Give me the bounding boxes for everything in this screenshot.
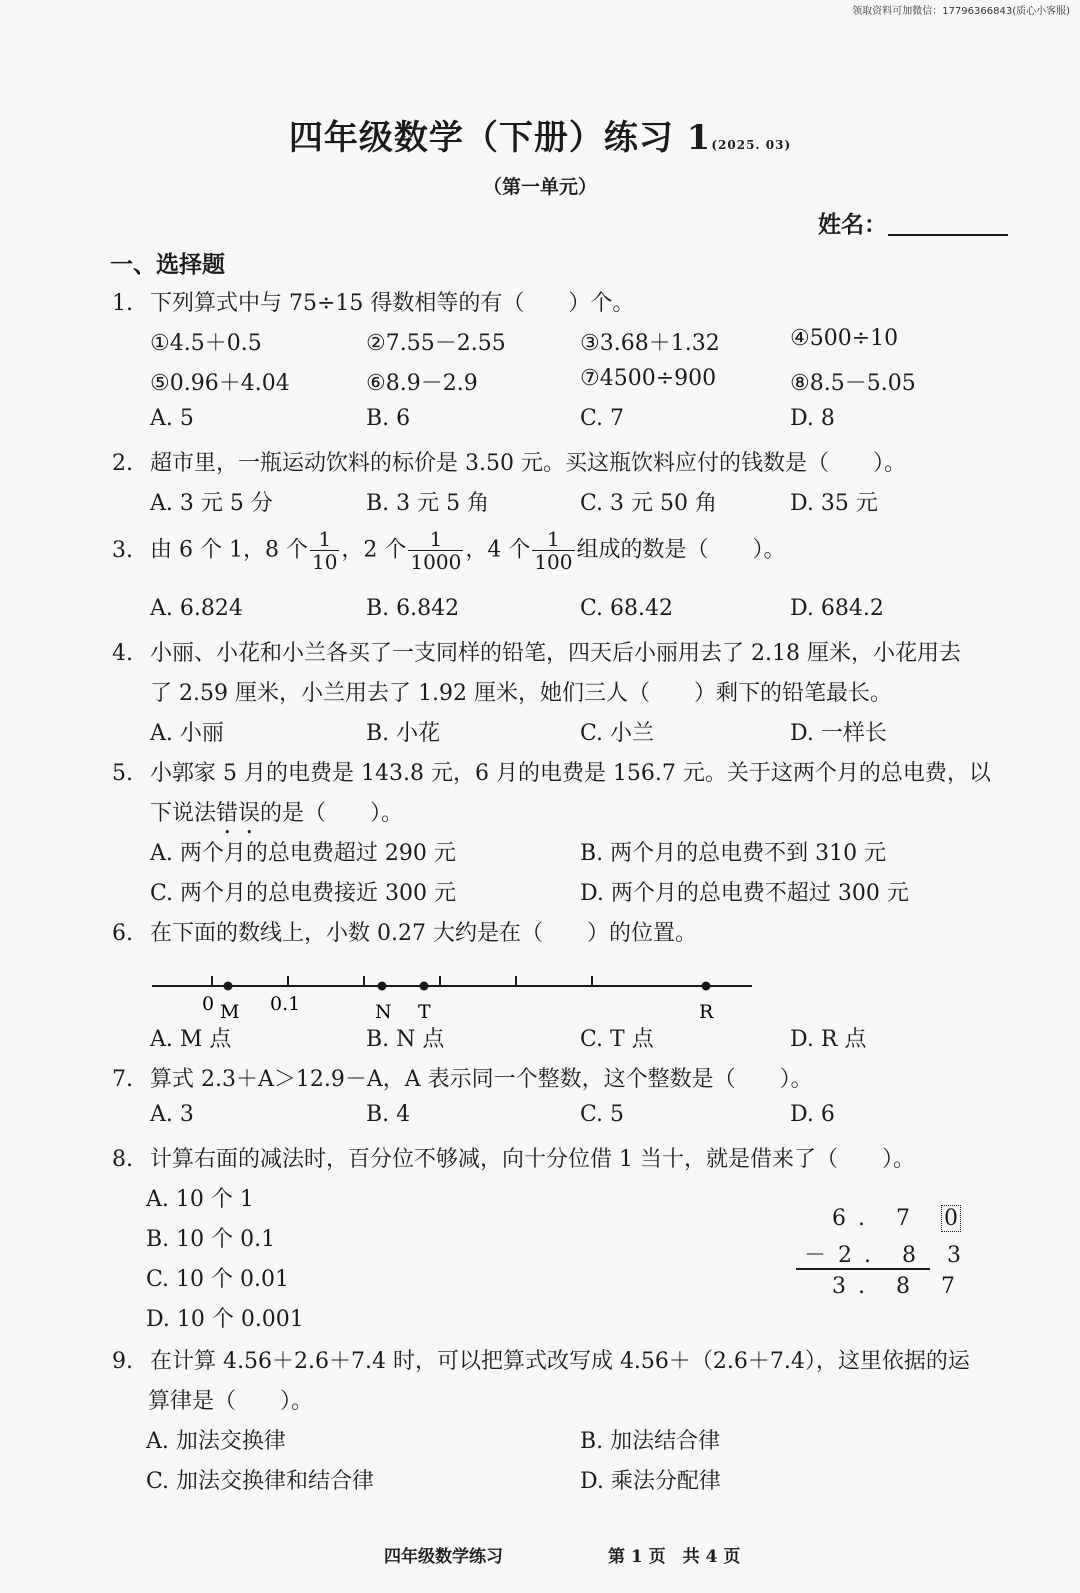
question-text: 计算右面的减法时，百分位不够减，向十分位借 1 当十，就是借来了（ ）。 xyxy=(150,1147,915,1172)
footer-title: 四年级数学练习 xyxy=(384,1547,503,1567)
option-b: B. 两个月的总电费不到 310 元 xyxy=(580,841,887,866)
label-n: N xyxy=(375,1001,392,1022)
title-text: 四年级数学（下册）练习 1 xyxy=(288,118,712,158)
point-n xyxy=(378,982,387,991)
question-1 xyxy=(112,286,634,317)
calc-boxed-digit: 0 xyxy=(941,1205,961,1232)
option-b: B. 小花 xyxy=(366,721,441,746)
option-c: C. 小兰 xyxy=(580,721,655,746)
question-text-part: 的是（ ）。 xyxy=(260,801,404,826)
option-a: A. 10 个 1 xyxy=(146,1187,254,1212)
option-b: B. 加法结合律 xyxy=(580,1429,721,1454)
fraction-numerator: 1 xyxy=(408,528,463,551)
expr-3: ③3.68＋1.32 xyxy=(580,331,720,356)
calc-row-1 xyxy=(832,1206,961,1231)
option-b: B. 6.842 xyxy=(366,596,460,621)
question-7 xyxy=(112,1062,813,1093)
option-c: C. 两个月的总电费接近 300 元 xyxy=(150,881,457,906)
question-number: 9. xyxy=(112,1349,133,1374)
fraction-one-thousandth xyxy=(408,528,463,573)
option-d: D. 乘法分配律 xyxy=(580,1469,721,1494)
option-d: D. 35 元 xyxy=(790,491,878,516)
option-d: D. 10 个 0.001 xyxy=(146,1307,304,1332)
emphasized-word: 错误 xyxy=(216,801,261,826)
fraction-numerator: 1 xyxy=(310,528,339,551)
fraction-one-tenth xyxy=(310,528,339,573)
option-d: D. 一样长 xyxy=(790,721,887,746)
title-date: (2025. 03) xyxy=(711,138,792,152)
question-text-part: ，2 个 xyxy=(341,537,407,563)
expr-6: ⑥8.9－2.9 xyxy=(366,371,478,396)
question-2 xyxy=(112,446,906,477)
point-t xyxy=(420,982,429,991)
option-c: C. T 点 xyxy=(580,1027,654,1052)
question-text-part: ，4 个 xyxy=(465,537,531,563)
question-3 xyxy=(112,528,786,573)
question-text: 小丽、小花和小兰各买了一支同样的铅笔，四天后小丽用去了 2.18 厘米，小花用去 xyxy=(150,641,961,666)
expr-4: ④500÷10 xyxy=(790,326,899,351)
option-b: B. 10 个 0.1 xyxy=(146,1227,276,1252)
fraction-denominator: 100 xyxy=(534,550,573,574)
label-0: 0 xyxy=(202,993,215,1015)
question-text: 算式 2.3＋A＞12.9－A，A 表示同一个整数，这个整数是（ ）。 xyxy=(150,1067,813,1092)
calc-line xyxy=(796,1268,930,1270)
question-8 xyxy=(112,1142,915,1173)
option-c: C. 3 元 50 角 xyxy=(580,491,718,516)
expr-2: ②7.55－2.55 xyxy=(366,331,506,356)
question-text-part: 由 6 个 1，8 个 xyxy=(150,537,308,563)
question-number: 8. xyxy=(112,1147,133,1172)
footer-page: 第 1 页 共 4 页 xyxy=(608,1547,741,1567)
option-a: A. 3 xyxy=(150,1102,194,1127)
question-text: 小郭家 5 月的电费是 143.8 元，6 月的电费是 156.7 元。关于这两个月的总电费，以 xyxy=(150,761,991,786)
question-5 xyxy=(112,756,991,787)
option-a: A. M 点 xyxy=(150,1027,232,1052)
question-4-line2: 了 2.59 厘米，小兰用去了 1.92 厘米，她们三人（ ）剩下的铅笔最长。 xyxy=(150,681,892,706)
question-number: 3. xyxy=(112,537,133,563)
question-text: 下列算式中与 75÷15 得数相等的有（ ）个。 xyxy=(150,291,635,316)
option-a: A. 6.824 xyxy=(150,596,243,621)
question-number: 6. xyxy=(112,921,133,946)
section-title: 一、选择题 xyxy=(110,251,225,278)
question-number: 7. xyxy=(112,1067,133,1092)
option-b: B. 3 元 5 角 xyxy=(366,491,490,516)
question-4 xyxy=(112,636,961,667)
question-number: 2. xyxy=(112,451,133,476)
option-a: A. 小丽 xyxy=(150,721,224,746)
calc-row-3: 3. 8 7 xyxy=(832,1274,967,1299)
option-d: D. 6 xyxy=(790,1102,835,1127)
expr-8: ⑧8.5－5.05 xyxy=(790,371,916,396)
calc-row-2: －2. 8 3 xyxy=(804,1243,973,1268)
question-text: 在计算 4.56＋2.6＋7.4 时，可以把算式改写成 4.56＋（2.6＋7.4），这里依据的运 xyxy=(150,1349,970,1374)
option-c: C. 加法交换律和结合律 xyxy=(146,1469,375,1494)
option-d: D. 8 xyxy=(790,406,835,431)
point-m xyxy=(224,982,233,991)
option-a: A. 加法交换律 xyxy=(146,1429,286,1454)
option-c: C. 7 xyxy=(580,406,625,431)
option-b: B. N 点 xyxy=(366,1027,445,1052)
page-subtitle: （第一单元） xyxy=(482,176,597,198)
question-5-line2 xyxy=(150,796,403,839)
question-text: 超市里，一瓶运动饮料的标价是 3.50 元。买这瓶饮料应付的钱数是（ ）。 xyxy=(150,451,906,476)
watermark: 领取资料可加微信：17796366843(质心小客服) xyxy=(852,6,1070,17)
label-m: M xyxy=(220,1001,240,1022)
calc-minuend: 6. 7 xyxy=(832,1206,922,1231)
number-line xyxy=(150,962,760,1022)
label-0-1: 0.1 xyxy=(270,993,301,1015)
option-a: A. 两个月的总电费超过 290 元 xyxy=(150,841,456,866)
question-text-part: 组成的数是（ ）。 xyxy=(576,537,786,563)
option-d: D. 两个月的总电费不超过 300 元 xyxy=(580,881,909,906)
question-number: 5. xyxy=(112,761,133,786)
page-title xyxy=(0,110,1080,159)
question-6 xyxy=(112,916,697,947)
label-t: T xyxy=(418,1001,431,1022)
expr-7: ⑦4500÷900 xyxy=(580,366,717,391)
question-text-part: 下说法 xyxy=(150,801,217,826)
question-9-line2: 算律是（ ）。 xyxy=(148,1389,314,1414)
option-d: D. R 点 xyxy=(790,1027,867,1052)
name-label: 姓名： xyxy=(818,211,887,238)
option-c: C. 5 xyxy=(580,1102,625,1127)
option-d: D. 684.2 xyxy=(790,596,884,621)
expr-1: ①4.5＋0.5 xyxy=(150,331,262,356)
option-b: B. 4 xyxy=(366,1102,411,1127)
label-r: R xyxy=(699,1001,714,1022)
option-c: C. 68.42 xyxy=(580,596,674,621)
fraction-denominator: 10 xyxy=(311,550,338,574)
option-a: A. 5 xyxy=(150,406,194,431)
expr-5: ⑤0.96＋4.04 xyxy=(150,371,290,396)
question-text: 在下面的数线上，小数 0.27 大约是在（ ）的位置。 xyxy=(150,921,697,946)
point-r xyxy=(702,982,711,991)
fraction-one-hundredth xyxy=(532,528,574,573)
fraction-denominator: 1000 xyxy=(410,550,462,574)
fraction-numerator: 1 xyxy=(532,528,574,551)
option-c: C. 10 个 0.01 xyxy=(146,1267,290,1292)
question-number: 4. xyxy=(112,641,133,666)
name-blank-line xyxy=(888,234,1008,236)
question-number: 1. xyxy=(112,291,133,316)
question-9 xyxy=(112,1344,970,1375)
option-b: B. 6 xyxy=(366,406,411,431)
option-a: A. 3 元 5 分 xyxy=(150,491,273,516)
